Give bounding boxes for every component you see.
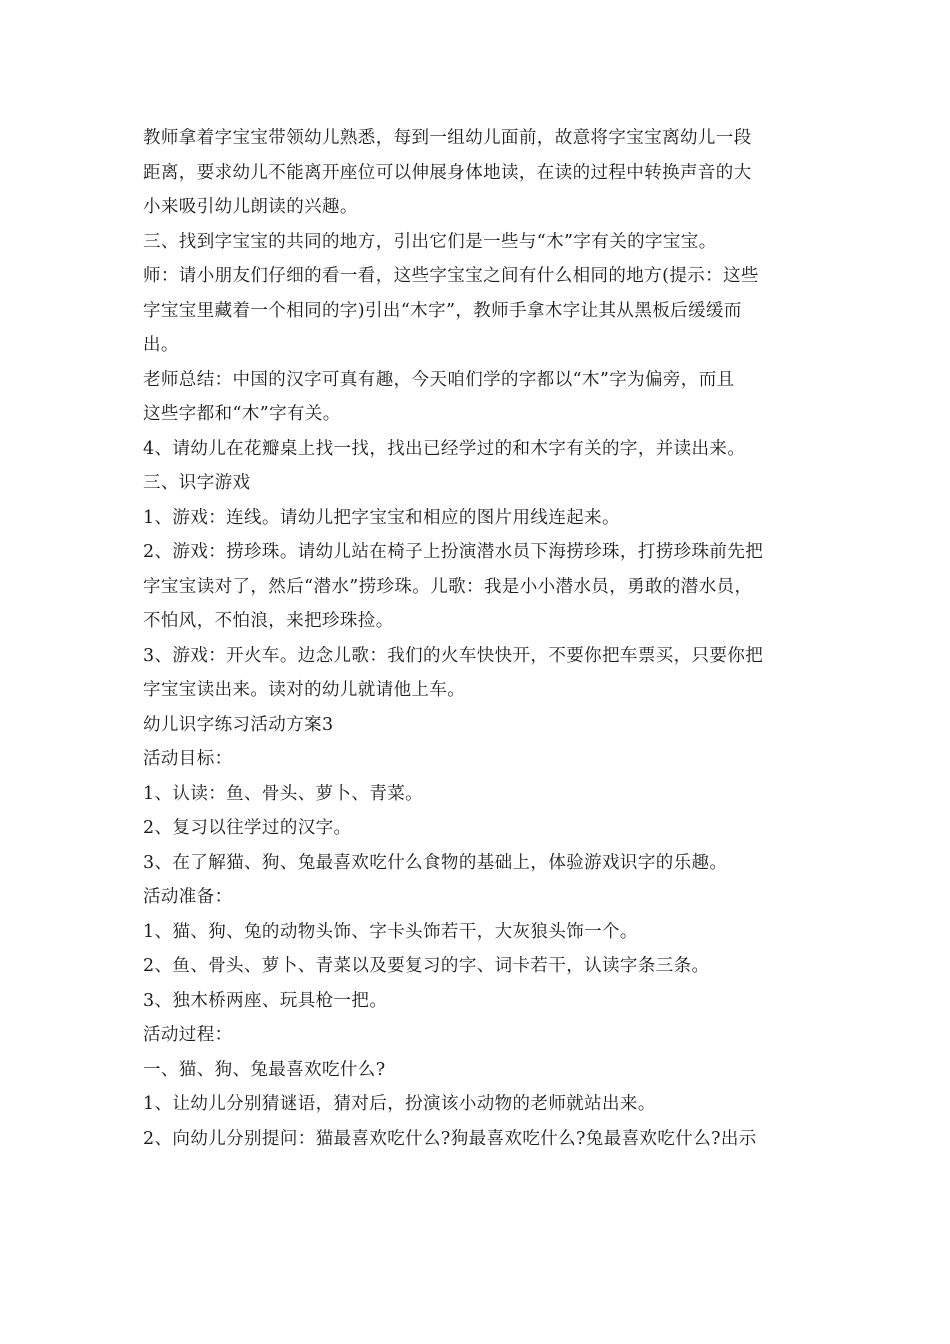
list-item: 2、向幼儿分别提问：猫最喜欢吃什么?狗最喜欢吃什么?兔最喜欢吃什么?出示 — [143, 1128, 757, 1149]
list-item: 1、认读：鱼、骨头、萝卜、青菜。 — [143, 783, 424, 804]
text-line: 字宝宝读出来。读对的幼儿就请他上车。 — [143, 680, 466, 700]
list-item: 4、请幼儿在花瓣桌上找一找，找出已经学过的和木字有关的字，并读出来。 — [143, 438, 746, 459]
section-heading: 三、找到字宝宝的共同的地方，引出它们是一些与“木”字有关的字宝宝。 — [143, 231, 717, 252]
document-heading: 幼儿识字练习活动方案3 — [143, 714, 334, 735]
list-item: 3、游戏：开火车。边念儿歌：我们的火车快快开，不要你把车票买，只要你把 — [143, 645, 764, 666]
section-heading: 活动过程： — [143, 1025, 233, 1045]
list-item: 3、独木桥两座、玩具枪一把。 — [143, 990, 388, 1011]
list-item: 2、鱼、骨头、萝卜、青菜以及要复习的字、词卡若干，认读字条三条。 — [143, 956, 710, 976]
text-line: 教师拿着字宝宝带领幼儿熟悉，每到一组幼儿面前，故意将字宝宝离幼儿一段 — [143, 128, 752, 148]
section-heading: 三、识字游戏 — [143, 473, 251, 493]
document-body — [143, 121, 823, 1156]
text-line: 不怕风，不怕浪，来把珍珠捡。 — [143, 611, 394, 631]
section-heading: 一、猫、狗、兔最喜欢吃什么? — [143, 1059, 386, 1080]
list-item: 2、复习以往学过的汉字。 — [143, 818, 352, 838]
text-line: 字宝宝读对了，然后“潜水”捞珍珠。儿歌：我是小小潜水员，勇敢的潜水员， — [143, 576, 753, 597]
text-line: 距离，要求幼儿不能离开座位可以伸展身体地读，在读的过程中转换声音的大 — [143, 162, 752, 183]
section-heading: 活动准备： — [143, 887, 233, 907]
text-line: 老师总结：中国的汉字可真有趣，今天咱们学的字都以“木”字为偏旁，而且 — [143, 369, 735, 390]
text-line: 小来吸引幼儿朗读的兴趣。 — [143, 197, 358, 217]
text-line: 这些字都和“木”字有关。 — [143, 404, 341, 424]
list-item: 1、让幼儿分别猜谜语，猜对后，扮演该小动物的老师就站出来。 — [143, 1094, 656, 1114]
text-line: 出。 — [143, 335, 179, 355]
list-item: 1、猫、狗、兔的动物头饰、字卡头饰若干，大灰狼头饰一个。 — [143, 921, 638, 942]
list-item: 2、游戏：捞珍珠。请幼儿站在椅子上扮演潜水员下海捞珍珠，打捞珍珠前先把 — [143, 542, 764, 562]
text-line: 字宝宝里藏着一个相同的字)引出“木字”，教师手拿木字让其从黑板后缓缓而 — [143, 300, 742, 321]
section-heading: 活动目标： — [143, 749, 233, 769]
list-item: 1、游戏：连线。请幼儿把字宝宝和相应的图片用线连起来。 — [143, 507, 620, 528]
list-item: 3、在了解猫、狗、兔最喜欢吃什么食物的基础上，体验游戏识字的乐趣。 — [143, 852, 728, 873]
text-line: 师：请小朋友们仔细的看一看，这些字宝宝之间有什么相同的地方(提示：这些 — [143, 266, 759, 286]
